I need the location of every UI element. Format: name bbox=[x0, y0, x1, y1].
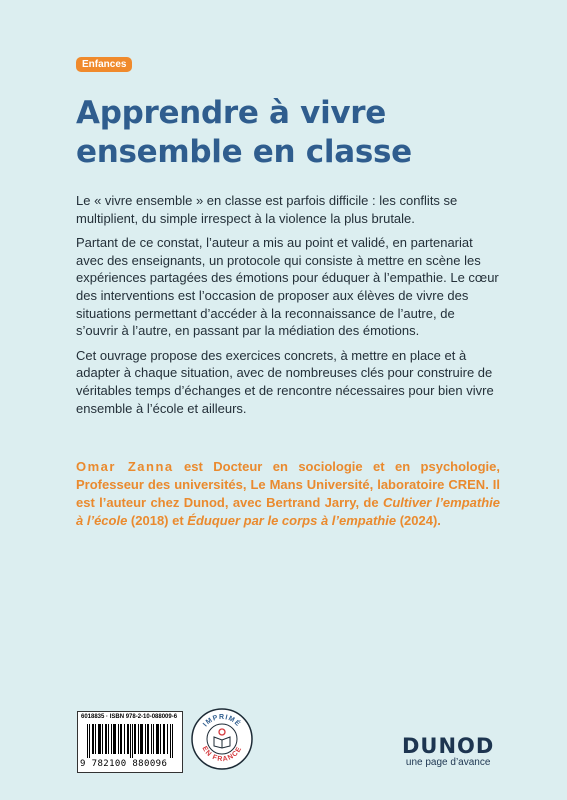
back-cover-text bbox=[76, 192, 500, 424]
isbn-number: 9 782100 880096 bbox=[80, 759, 168, 769]
book-title-1: Cultiver l’empathie à l’école bbox=[76, 495, 501, 528]
book-year-1: (2018) et bbox=[127, 513, 188, 528]
collection-badge: Enfances bbox=[76, 57, 132, 72]
publisher-tagline: une page d’avance bbox=[405, 757, 491, 768]
author-name: Omar Zanna bbox=[76, 459, 174, 474]
isbn-text: 6018835 · ISBN 978-2-10-088009-6 bbox=[81, 714, 178, 720]
book-title: Apprendre à vivre ensemble en classe bbox=[76, 95, 412, 170]
publisher-logo bbox=[402, 735, 494, 769]
author-bio bbox=[76, 458, 500, 530]
seal-bottom-text: EN FRANCE bbox=[200, 745, 244, 764]
book-year-2: (2024). bbox=[396, 513, 441, 528]
imprime-en-france-seal-icon bbox=[190, 707, 254, 771]
publisher-name: DUNOD bbox=[402, 734, 495, 758]
seal-top-text: IMPRIMÉ bbox=[202, 714, 242, 729]
book-title-2: Éduquer par le corps à l’empathie bbox=[187, 513, 397, 528]
author-bio-text: est Docteur en sociologie et en psychologie, Professeur des universités, Le Mans Université, laboratoire CREN. Il est l’auteur chez Dunod, avec Bertrand Jarry, de bbox=[76, 459, 501, 510]
paragraph: Le « vivre ensemble » en classe est parfois difficile : les conflits se multiplient, du simple irrespect à la violence la plus brutale. bbox=[76, 193, 458, 226]
barcode-bars-icon bbox=[87, 724, 175, 758]
paragraph: Cet ouvrage propose des exercices concrets, à mettre en place et à adapter à chaque situation, avec de nombreuses clés pour construire de véritables temps d’échanges et de rencontre nécessaires pour bien vivre ensemble à l’école et ailleurs. bbox=[76, 347, 494, 416]
isbn-barcode bbox=[77, 711, 183, 773]
paragraph: Partant de ce constat, l’auteur a mis au point et validé, en partenariat avec des enseignants, un protocole qui consiste à mettre en scène les expériences partagées des émotions pour éduquer à l’empathie. Le cœur des interventions est l’occasion de proposer aux élèves de vivre des situations permettant d’accéder à la reconnaissance de l’autre, de s’ouvrir à l’autre, en passant par la médiation des émotions. bbox=[76, 235, 499, 339]
